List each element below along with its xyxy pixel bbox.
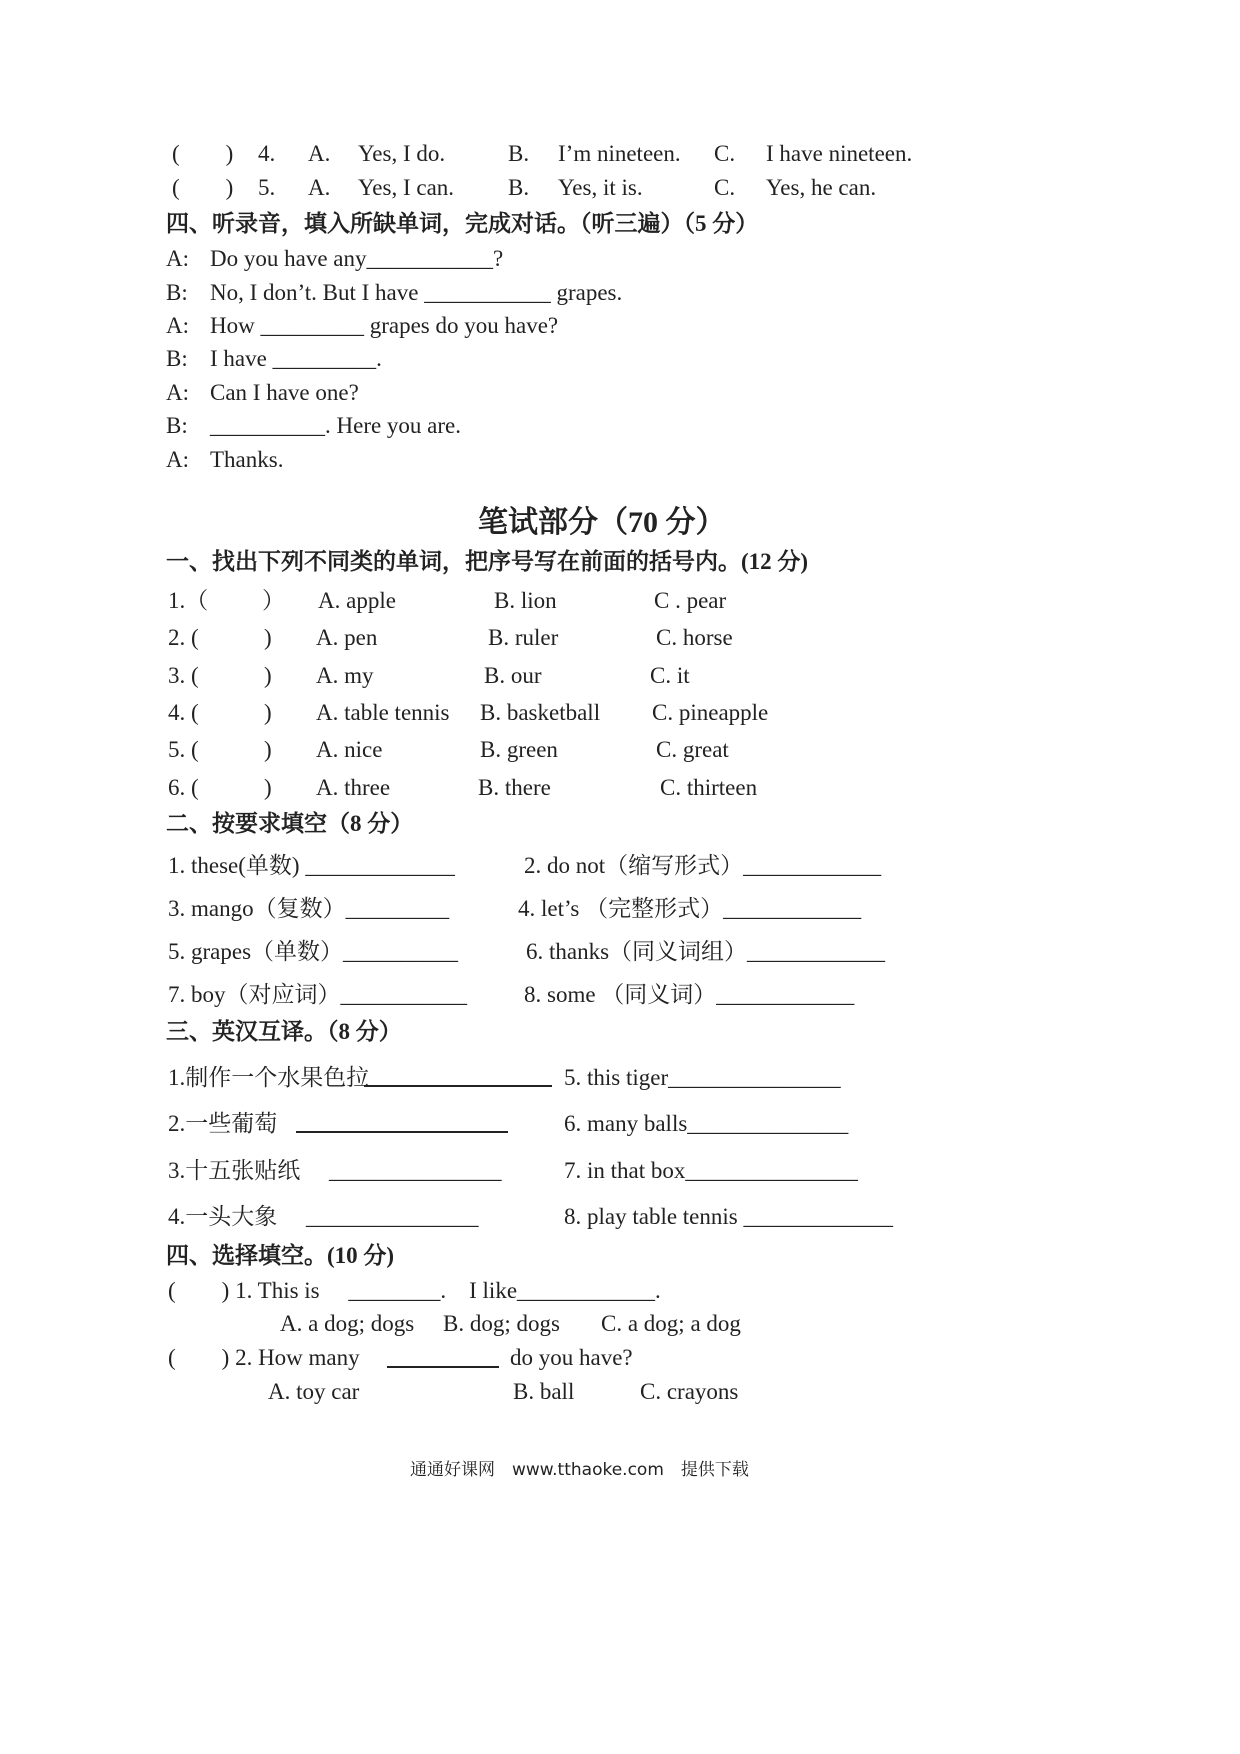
option-b-text: B. our	[484, 663, 542, 688]
written-part-title: 笔试部分（70 分）	[478, 506, 726, 539]
section-heading: 四、选择填空。(10 分)	[166, 1243, 395, 1268]
option-b-text: B. lion	[494, 588, 557, 613]
option-a-text: A. my	[316, 663, 374, 688]
option-a-text: A. apple	[318, 588, 396, 613]
fill-item[interactable]: 8. some （同义词）____________	[524, 982, 855, 1007]
option-label: C.	[714, 175, 736, 200]
option-c-text: C . pear	[654, 588, 727, 613]
question-number: 2. (	[168, 625, 199, 650]
option-c-text: C. thirteen	[660, 775, 758, 800]
option-a-text: A. a dog; dogs	[280, 1311, 415, 1336]
option-c-text: C. crayons	[640, 1379, 739, 1404]
footer-credit: 通通好课网 www.tthaoke.com 提供下载	[410, 1460, 749, 1480]
answer-bracket[interactable]: )	[264, 663, 272, 688]
option-b-text: B. there	[478, 775, 551, 800]
translation-item: 2.一些葡萄	[168, 1111, 278, 1136]
question-number: 5. (	[168, 737, 199, 762]
dialogue-speaker: A:	[166, 246, 189, 271]
fill-item[interactable]: 4. let’s （完整形式）____________	[518, 896, 862, 921]
section-heading: 二、按要求填空（8 分）	[166, 811, 414, 836]
option-label: C.	[714, 141, 736, 166]
option-a-text: A. toy car	[268, 1379, 360, 1404]
option-c-text: C. horse	[656, 625, 733, 650]
answer-line[interactable]	[364, 1085, 552, 1087]
answer-bracket[interactable]: )	[264, 775, 272, 800]
dialogue-speaker: A:	[166, 380, 189, 405]
answer-line[interactable]	[387, 1366, 499, 1368]
dialogue-line: Do you have any___________?	[210, 246, 504, 271]
option-label: A.	[308, 141, 331, 166]
dialogue-speaker: B:	[166, 413, 188, 438]
translation-item[interactable]: 3.十五张贴纸 _______________	[168, 1158, 502, 1183]
section-heading: 四、听录音，填入所缺单词，完成对话。（听三遍）（5 分）	[166, 211, 759, 236]
option-c-text: C. it	[650, 663, 690, 688]
option-b-text: B. basketball	[480, 700, 601, 725]
option-a-text: A. table tennis	[316, 700, 450, 725]
option-c-text: C. pineapple	[652, 700, 769, 725]
dialogue-speaker: A:	[166, 313, 189, 338]
dialogue-line: How _________ grapes do you have?	[210, 313, 559, 338]
option-b-text: B. green	[480, 737, 558, 762]
answer-bracket[interactable]: ( )	[172, 141, 234, 166]
translation-item[interactable]: 4.一头大象 _______________	[168, 1204, 479, 1229]
dialogue-line: Can I have one?	[210, 380, 359, 405]
dialogue-line: I have _________.	[210, 346, 382, 371]
question-number: 4. (	[168, 700, 199, 725]
dialogue-speaker: B:	[166, 280, 188, 305]
option-b-text: B. ball	[513, 1379, 575, 1404]
dialogue-speaker: A:	[166, 447, 189, 472]
question-number: 5.	[258, 175, 276, 200]
fill-item[interactable]: 6. thanks（同义词组）____________	[526, 939, 886, 964]
fill-item[interactable]: 7. boy（对应词）___________	[168, 982, 467, 1007]
question-number: 3. (	[168, 663, 199, 688]
option-a-text: A. pen	[316, 625, 378, 650]
translation-item[interactable]: 5. this tiger_______________	[564, 1065, 841, 1090]
question-stem-end: do you have?	[510, 1345, 633, 1370]
option-label: A.	[308, 175, 331, 200]
option-a-text: Yes, I can.	[358, 175, 455, 200]
dialogue-line: No, I don’t. But I have ___________ grapes.	[210, 280, 623, 305]
answer-bracket[interactable]: )	[264, 625, 272, 650]
dialogue-speaker: B:	[166, 346, 188, 371]
option-label: B.	[508, 141, 530, 166]
answer-bracket[interactable]: )	[264, 737, 272, 762]
answer-bracket[interactable]: ( )	[172, 175, 234, 200]
fill-item[interactable]: 1. these(单数) _____________	[168, 853, 455, 878]
question-number: 1.（	[168, 588, 209, 613]
dialogue-line: Thanks.	[210, 447, 284, 472]
translation-item[interactable]: 6. many balls______________	[564, 1111, 849, 1136]
option-a-text: A. three	[316, 775, 391, 800]
option-b-text: B. ruler	[488, 625, 559, 650]
fill-item[interactable]: 2. do not（缩写形式）____________	[524, 853, 882, 878]
fill-item[interactable]: 5. grapes（单数）__________	[168, 939, 459, 964]
option-c-text: C. a dog; a dog	[601, 1311, 741, 1336]
option-label: B.	[508, 175, 530, 200]
option-a-text: A. nice	[316, 737, 383, 762]
translation-item: 1.制作一个水果色拉	[168, 1065, 370, 1090]
question-stem[interactable]: ( ) 2. How many	[168, 1345, 360, 1370]
translation-item[interactable]: 8. play table tennis _____________	[564, 1204, 893, 1229]
translation-item[interactable]: 7. in that box_______________	[564, 1158, 858, 1183]
answer-line[interactable]	[296, 1131, 508, 1133]
question-stem[interactable]: ( ) 1. This is ________. I like____________.	[168, 1278, 661, 1303]
answer-bracket[interactable]: )	[264, 700, 272, 725]
question-number: 4.	[258, 141, 276, 166]
fill-item[interactable]: 3. mango（复数）_________	[168, 896, 450, 921]
section-heading: 一、找出下列不同类的单词，把序号写在前面的括号内。(12 分)	[166, 549, 809, 574]
option-b-text: B. dog; dogs	[443, 1311, 560, 1336]
question-number: 6. (	[168, 775, 199, 800]
option-a-text: Yes, I do.	[358, 141, 446, 166]
section-heading: 三、英汉互译。（8 分）	[166, 1019, 402, 1044]
option-b-text: I’m nineteen.	[558, 141, 681, 166]
option-c-text: C. great	[656, 737, 729, 762]
answer-bracket[interactable]: ）	[262, 588, 285, 613]
option-c-text: I have nineteen.	[766, 141, 913, 166]
option-b-text: Yes, it is.	[558, 175, 643, 200]
dialogue-line: __________. Here you are.	[210, 413, 462, 438]
option-c-text: Yes, he can.	[766, 175, 877, 200]
